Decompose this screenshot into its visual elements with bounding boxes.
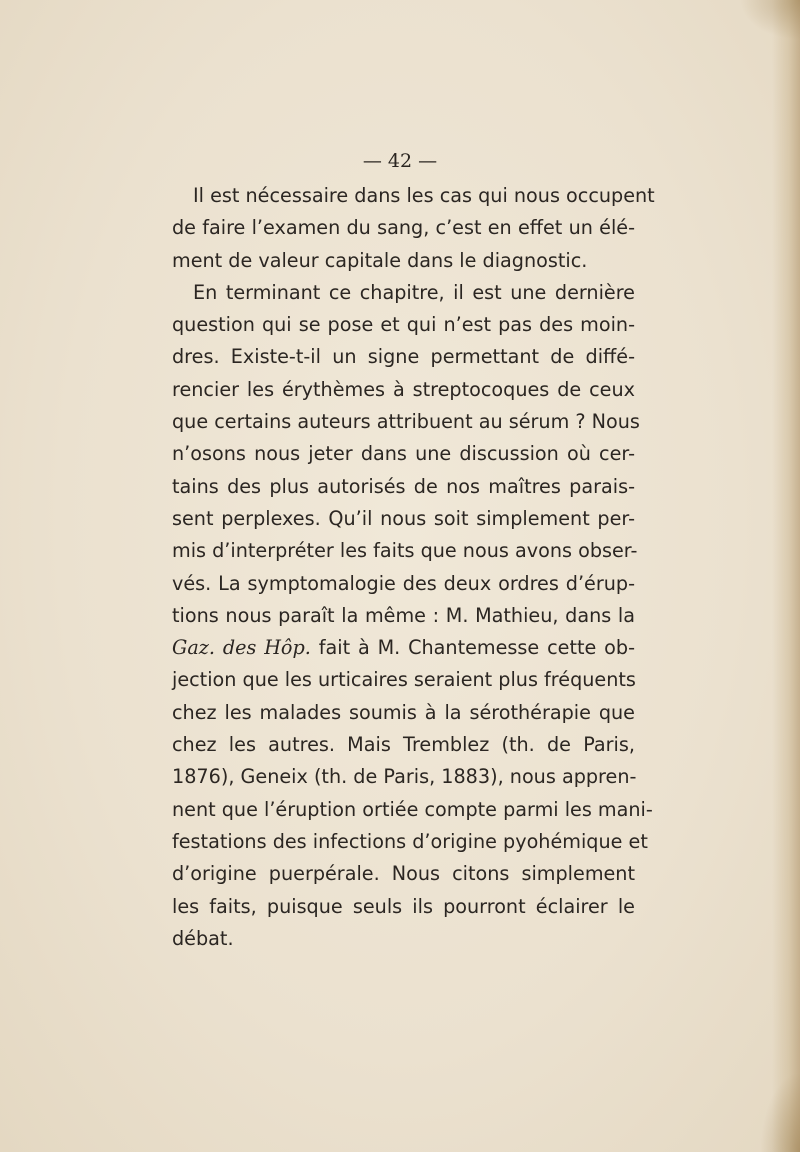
text-line: de faire l’examen du sang, c’est en effet un élé-: [172, 216, 635, 240]
corner-stain-top: [740, 0, 800, 40]
text-line: que certains auteurs attribuent au sérum ? Nous: [172, 410, 640, 434]
text-line: dres. Existe-t-il un signe permettant de diffé-: [172, 345, 635, 369]
text-line: question qui se pose et qui n’est pas des moin-: [172, 313, 635, 337]
text-line: d’origine puerpérale. Nous citons simplement: [172, 862, 635, 886]
text-line: débat.: [172, 926, 234, 950]
text-line: ment de valeur capitale dans le diagnostic.: [172, 248, 588, 272]
text-line: les faits, puisque seuls ils pourront éclairer le: [172, 894, 635, 918]
text-line: jection que les urticaires seraient plus fréquents: [172, 668, 636, 692]
text-line: sent perplexes. Qu’il nous soit simplement per-: [172, 506, 635, 530]
text-line: En terminant ce chapitre, il est une dernière: [193, 280, 635, 304]
text-line: chez les autres. Mais Tremblez (th. de Paris,: [172, 733, 635, 757]
page-edge-shadow: [772, 0, 800, 1152]
text-line-citation: [172, 632, 635, 664]
text-line: tions nous paraît la même : M. Mathieu, dans la: [172, 603, 635, 627]
page-number: — 42 —: [362, 150, 438, 172]
text-line: rencier les érythèmes à streptocoques de ceux: [172, 377, 635, 401]
text-line: chez les malades soumis à la sérothérapie que: [172, 700, 635, 724]
corner-stain-bottom: [760, 1072, 800, 1152]
text-line: festations des infections d’origine pyohémique et: [172, 829, 648, 853]
text-line: tains des plus autorisés de nos maîtres parais-: [172, 474, 635, 498]
text-line: nent que l’éruption ortiée compte parmi les mani-: [172, 797, 653, 821]
text-line: Il est nécessaire dans les cas qui nous occupent: [193, 184, 655, 207]
journal-citation: Gaz. des Hôp.: [172, 636, 311, 660]
text-line: vés. La symptomalogie des deux ordres d’érup-: [172, 571, 635, 595]
text-line: n’osons nous jeter dans une discussion où cer-: [172, 442, 635, 466]
text-line: 1876), Geneix (th. de Paris, 1883), nous appren-: [172, 765, 637, 789]
text-line: mis d’interpréter les faits que nous avons obser-: [172, 539, 638, 563]
body-text: [172, 180, 655, 955]
text-span: fait à M. Chantemesse cette ob-: [310, 636, 636, 660]
